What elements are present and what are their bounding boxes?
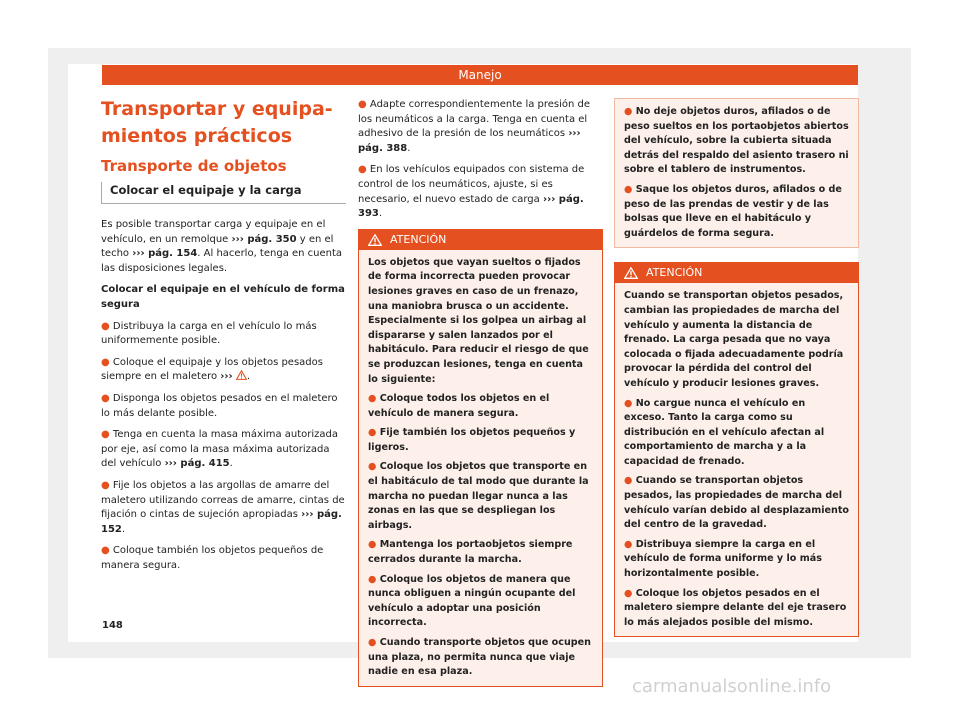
page-title	[101, 96, 346, 150]
list-item: ● Coloque también los objetos pequeños de manera segura.	[101, 545, 324, 571]
page-ref-link[interactable]: ››› pág. 415	[164, 458, 230, 470]
page-ref-link[interactable]: ››› pág. 350	[231, 233, 297, 245]
warning-item: ● Cuando transporte objetos que ocupen una plaza, no permita nunca que viaje nadie en esa plaza.	[368, 637, 591, 678]
list-item: ● Adapte correspondientemente la presión de los neumáticos a la carga. Tenga en cuenta el adhesivo de la presión de los neumáticos ››› pág. 388.	[358, 99, 591, 154]
warning-triangle-icon	[368, 234, 382, 246]
list-item: ● Distribuya la carga en el vehículo lo más uniformemente posible.	[101, 320, 317, 347]
warning-body	[359, 250, 602, 686]
warning-item: ● Coloque todos los objetos en el vehículo de manera segura.	[368, 393, 550, 419]
bullet-icon: ●	[368, 427, 377, 439]
intro-paragraph: Es posible transportar carga y equipaje en el vehículo, en un remolque ››› pág. 350 y en el techo ››› pág. 154. Al hacerlo, tenga en cuenta las disposiciones legales.	[101, 219, 343, 274]
warning-continuation-box	[614, 98, 859, 248]
bullet-icon: ●	[368, 461, 377, 473]
warning-body	[615, 283, 858, 636]
subheading: Colocar el equipaje en el vehículo de forma segura	[101, 284, 345, 310]
title-line-2: mientos prácticos	[101, 125, 293, 147]
page-ref-link[interactable]: ››› pág. 393	[358, 193, 584, 220]
list-item: ● Tenga en cuenta la masa máxima autorizada por eje, así como la masa máxima autorizada del vehículo ››› pág. 415.	[101, 429, 339, 470]
bullet-icon: ●	[101, 479, 110, 491]
bullet-icon: ●	[358, 164, 367, 176]
warning-item: ● Saque los objetos duros, afilados o de peso de las prendas de vestir y de las bolsas que lleve en el habitáculo y guárdelos de forma segura.	[624, 183, 842, 239]
warning-item: ● Coloque los objetos que transporte en el habitáculo de tal modo que durante la marcha no puedan llegar nunca a las zonas en las que se despliegan los airbags.	[368, 461, 589, 531]
bullet-icon: ●	[101, 429, 110, 441]
warning-item: ● Fije también los objetos pequeños y ligeros.	[368, 427, 576, 453]
warning-triangle-icon	[624, 267, 638, 279]
warning-triangle-icon	[236, 370, 247, 380]
bullet-icon: ●	[358, 99, 367, 110]
warning-label: ATENCIÓN	[390, 232, 447, 246]
bullet-icon: ●	[368, 393, 377, 405]
warning-intro: Cuando se transportan objetos pesados, cambian las propiedades de marcha del vehículo y aumenta la distancia de frenado. La carga pesada que no vaya colocada o fijada adecuadamente podría provocar la pérdida del control del vehículo y producir lesiones graves.	[624, 290, 844, 389]
bullet-icon: ●	[624, 183, 633, 195]
page-ref-link[interactable]: ›››	[220, 371, 233, 383]
page-ref-link[interactable]: ››› pág. 152	[101, 509, 342, 535]
page-ref-link[interactable]: ››› pág. 388	[358, 128, 581, 154]
warning-header	[359, 230, 602, 250]
section-header: Manejo	[102, 65, 858, 85]
bullet-icon: ●	[624, 538, 633, 550]
list-item: ● Fije los objetos a las argollas de amarre del maletero utilizando correas de amarre, cintas de fijación o cintas de sujeción apropiadas ››› pág. 152.	[101, 479, 345, 535]
warning-item: ● Distribuya siempre la carga en el vehículo de forma uniforme y lo más horizontalmente posible.	[624, 538, 822, 580]
bullet-icon: ●	[624, 475, 633, 487]
bullet-icon: ●	[624, 397, 633, 409]
warning-item: ● No cargue nunca el vehículo en exceso. Tanto la carga como su distribución en el vehículo afectan al comportamiento de marcha y a la capacidad de frenado.	[624, 397, 825, 467]
warning-box	[358, 229, 603, 687]
page-ref-link[interactable]: ››› pág. 154	[132, 248, 198, 260]
bullet-icon: ●	[368, 539, 377, 551]
warning-label: ATENCIÓN	[646, 266, 703, 280]
column-middle	[358, 98, 603, 687]
bullet-icon: ●	[624, 106, 633, 117]
bullet-icon: ●	[101, 320, 110, 332]
bullet-icon: ●	[368, 637, 377, 648]
title-line-1: Transportar y equipa-	[101, 98, 333, 120]
column-right	[614, 98, 859, 637]
bullet-icon: ●	[101, 392, 110, 404]
page-number: 148	[102, 620, 123, 631]
warning-item: ● No deje objetos duros, afilados o de peso sueltos en los portaobjetos abiertos del vehículo, sobre la cubierta situada detrás del respaldo del asiento trasero ni sobre el tablero de instrumentos.	[624, 106, 849, 176]
bullet-icon: ●	[101, 545, 110, 557]
bullet-icon: ●	[368, 573, 377, 585]
warning-item: ● Mantenga los portaobjetos siempre cerrados durante la marcha.	[368, 539, 573, 566]
warning-box	[614, 262, 859, 637]
warning-item: ● Coloque los objetos de manera que nunca obliguen a ningún ocupante del vehículo a adoptar una posición incorrecta.	[368, 573, 576, 629]
warning-header	[615, 263, 858, 283]
section-heading: Colocar el equipaje y la carga	[101, 182, 346, 204]
warning-item: ● Cuando se transportan objetos pesados, las propiedades de marcha del vehículo varían debido al desplazamiento del centro de la gravedad.	[624, 475, 850, 531]
warning-intro: Los objetos que vayan sueltos o fijados de forma incorrecta pueden provocar lesiones graves en caso de un frenazo, una maniobra brusca o un accidente. Especialmente si los golpea un airbag al dispararse y salen lanzados por el habitáculo. Para reducir el riesgo de que se produzcan lesiones, tenga en cuenta lo siguiente:	[368, 256, 589, 385]
bullet-icon: ●	[624, 587, 633, 599]
column-left	[101, 96, 346, 580]
list-item: ● Disponga los objetos pesados en el maletero lo más delante posible.	[101, 392, 338, 419]
subtitle: Transporte de objetos	[101, 157, 287, 175]
watermark: carmanualsonline.info	[632, 676, 832, 697]
list-item: ● Coloque el equipaje y los objetos pesados siempre en el maletero ››› .	[101, 356, 323, 383]
bullet-icon: ●	[101, 356, 110, 368]
warning-item: ● Coloque los objetos pesados en el maletero siempre delante del eje trasero lo más alejados posible del mismo.	[624, 587, 847, 628]
list-item: ● En los vehículos equipados con sistema de control de los neumáticos, ajuste, si es necesario, el nuevo estado de carga ››› pág. 393.	[358, 164, 585, 220]
